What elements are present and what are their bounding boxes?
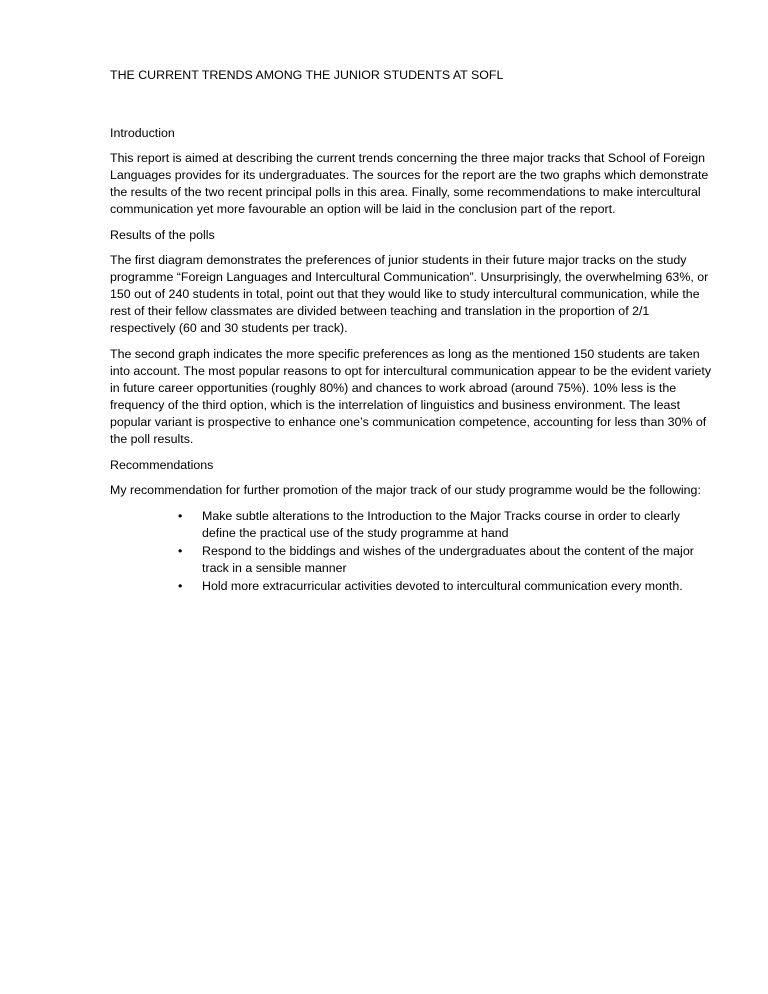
results-heading: Results of the polls [110, 228, 215, 242]
bullet-icon: • [178, 579, 183, 593]
bullet-icon: • [178, 509, 183, 523]
recommendations-heading: Recommendations [110, 458, 214, 472]
list-item-text: Make subtle alterations to the Introduction to the Major Tracks course in order to clearly define the practical use of the study programme at hand [202, 509, 680, 540]
list-item-text: Respond to the biddings and wishes of the undergraduates about the content of the major track in a sensible manner [202, 544, 694, 575]
list-item-text: Hold more extracurricular activities devoted to intercultural communication every month. [202, 579, 683, 593]
recommendations-list [110, 508, 714, 595]
introduction-paragraph: This report is aimed at describing the current trends concerning the three major tracks that School of Foreign Languages provides for its undergraduates. The sources for the report are the two graphs which demonstrate the results of the two recent principal polls in this area. Finally, some recommendations to make intercultural communication yet more favourable an option will be laid in the conclusion part of the report. [110, 151, 709, 216]
list-item [178, 543, 714, 577]
document-title: THE CURRENT TRENDS AMONG THE JUNIOR STUDENTS AT SOFL [110, 68, 504, 82]
recommendations-paragraph: My recommendation for further promotion of the major track of our study programme would be the following: [110, 483, 701, 497]
document-page [110, 67, 714, 596]
results-paragraph-1: The first diagram demonstrates the preferences of junior students in their future major tracks on the study programme “Foreign Languages and Intercultural Communication”. Unsurprisingly, the overwhelming 63%, or 150 out of 240 students in total, point out that they would like to study intercultural communication, while the rest of their fellow classmates are divided between teaching and translation in the proportion of 2/1 respectively (60 and 30 students per track). [110, 253, 709, 335]
recommendations-section [110, 457, 714, 595]
introduction-section [110, 125, 714, 218]
list-item [178, 508, 714, 542]
results-paragraph-2: The second graph indicates the more specific preferences as long as the mentioned 150 students are taken into account. The most popular reasons to opt for intercultural communication appear to be the evident variety in future career opportunities (roughly 80%) and chances to work abroad (around 75%). 10% less is the frequency of the third option, which is the interrelation of linguistics and business environment. The least popular variant is prospective to enhance one’s communication competence, accounting for less than 30% of the poll results. [110, 347, 712, 446]
bullet-icon: • [178, 544, 183, 558]
introduction-heading: Introduction [110, 126, 175, 140]
list-item [178, 578, 714, 595]
results-section [110, 227, 714, 448]
